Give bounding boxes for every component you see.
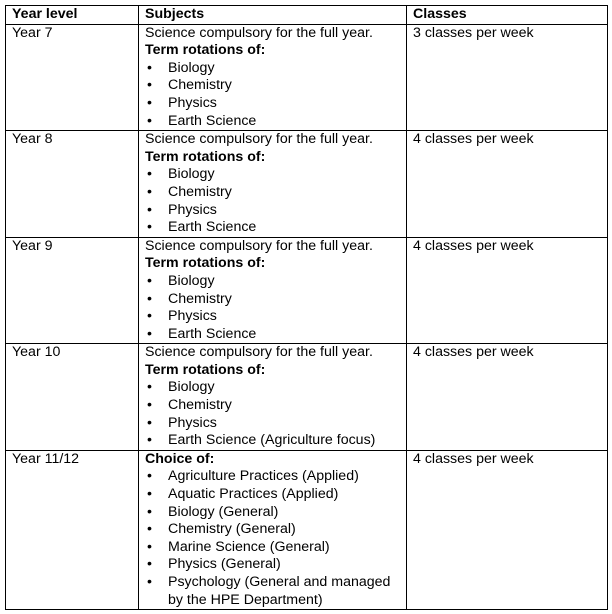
subject-name: Biology	[168, 272, 215, 289]
subject-list-item	[145, 202, 401, 220]
table-row	[6, 450, 608, 609]
subject-name: Chemistry	[168, 77, 232, 94]
classes-cell: 4 classes per week	[407, 450, 608, 609]
subject-list-item	[145, 113, 401, 131]
subjects-intro-text: Science compulsory for the full year.	[145, 24, 373, 41]
subject-list-item	[145, 521, 401, 539]
subjects-cell	[139, 131, 407, 238]
bullet-icon: •	[147, 77, 152, 94]
bullet-icon: •	[147, 468, 152, 485]
subject-list-item	[145, 273, 401, 291]
subjects-lead-text: Term rotations of:	[145, 361, 266, 378]
bullet-icon: •	[147, 379, 152, 396]
subjects-lead-text: Term rotations of:	[145, 255, 266, 272]
subjects-intro-text: Science compulsory for the full year.	[145, 237, 373, 254]
bullet-icon: •	[147, 538, 152, 555]
bullet-icon: •	[147, 290, 152, 307]
subject-name: Physics	[168, 94, 217, 111]
year-level-cell: Year 9	[6, 237, 139, 344]
subjects-lead-text: Term rotations of:	[145, 42, 266, 59]
subject-list-item	[145, 486, 401, 504]
bullet-icon: •	[147, 272, 152, 289]
bullet-icon: •	[147, 432, 152, 449]
subject-name: Earth Science	[168, 325, 257, 342]
bullet-icon: •	[147, 556, 152, 573]
subject-list	[145, 379, 401, 449]
bullet-icon: •	[147, 59, 152, 76]
bullet-icon: •	[147, 166, 152, 183]
subjects-cell	[139, 24, 407, 131]
bullet-icon: •	[147, 219, 152, 236]
classes-cell: 4 classes per week	[407, 344, 608, 451]
subject-list-item	[145, 184, 401, 202]
subjects-lead-text: Choice of:	[145, 450, 215, 467]
subject-list-item	[145, 397, 401, 415]
subject-name: Marine Science (General)	[168, 538, 330, 555]
subject-list	[145, 273, 401, 343]
classes-cell: 3 classes per week	[407, 24, 608, 131]
subject-list-item	[145, 60, 401, 78]
subject-list-item	[145, 539, 401, 557]
bullet-icon: •	[147, 201, 152, 218]
subject-list-item	[145, 219, 401, 237]
subject-name: Chemistry	[168, 397, 232, 414]
subjects-intro-text: Science compulsory for the full year.	[145, 344, 373, 361]
subject-list-item	[145, 574, 401, 609]
bullet-icon: •	[147, 503, 152, 520]
header-year-level: Year level	[6, 6, 139, 25]
table-row	[6, 131, 608, 238]
bullet-icon: •	[147, 574, 152, 590]
subject-list-item	[145, 468, 401, 486]
subject-name: Psychology (General and managed by the HPE Department)	[168, 574, 391, 608]
subject-name: Biology (General)	[168, 503, 279, 520]
bullet-icon: •	[147, 397, 152, 414]
subject-list-item	[145, 379, 401, 397]
subject-list	[145, 60, 401, 130]
subject-name: Chemistry	[168, 183, 232, 200]
year-level-cell: Year 8	[6, 131, 139, 238]
bullet-icon: •	[147, 183, 152, 200]
subject-name: Earth Science (Agriculture focus)	[168, 432, 376, 449]
year-level-cell: Year 11/12	[6, 450, 139, 609]
table-row	[6, 237, 608, 344]
subject-name: Earth Science	[168, 219, 257, 236]
subject-name: Physics	[168, 414, 217, 431]
subject-list-item	[145, 326, 401, 344]
subject-list-item	[145, 291, 401, 309]
subject-name: Physics	[168, 308, 217, 325]
year-level-cell: Year 7	[6, 24, 139, 131]
subject-list-item	[145, 166, 401, 184]
subjects-lead-text: Term rotations of:	[145, 148, 266, 165]
classes-cell: 4 classes per week	[407, 131, 608, 238]
year-level-cell: Year 10	[6, 344, 139, 451]
table-row	[6, 24, 608, 131]
bullet-icon: •	[147, 414, 152, 431]
subject-name: Physics	[168, 201, 217, 218]
subject-name: Physics (General)	[168, 556, 281, 573]
subject-list-item	[145, 77, 401, 95]
header-classes: Classes	[407, 6, 608, 25]
bullet-icon: •	[147, 325, 152, 342]
subject-name: Chemistry (General)	[168, 521, 296, 538]
subject-list-item	[145, 308, 401, 326]
bullet-icon: •	[147, 112, 152, 129]
bullet-icon: •	[147, 308, 152, 325]
subject-name: Agriculture Practices (Applied)	[168, 468, 359, 485]
bullet-icon: •	[147, 94, 152, 111]
table-row	[6, 344, 608, 451]
header-row	[6, 6, 608, 25]
subject-list-item	[145, 415, 401, 433]
subject-list-item	[145, 95, 401, 113]
header-subjects: Subjects	[139, 6, 407, 25]
subject-list-item	[145, 556, 401, 574]
subject-name: Chemistry	[168, 290, 232, 307]
subject-list-item	[145, 504, 401, 522]
subject-list-item	[145, 432, 401, 450]
bullet-icon: •	[147, 486, 152, 503]
subject-name: Earth Science	[168, 112, 257, 129]
subject-name: Biology	[168, 379, 215, 396]
classes-cell: 4 classes per week	[407, 237, 608, 344]
subject-name: Biology	[168, 166, 215, 183]
subjects-intro-text: Science compulsory for the full year.	[145, 131, 373, 148]
subject-list	[145, 166, 401, 236]
subjects-cell	[139, 344, 407, 451]
subjects-table	[5, 5, 608, 610]
subjects-cell	[139, 237, 407, 344]
subject-list	[145, 468, 401, 609]
subject-name: Aquatic Practices (Applied)	[168, 486, 339, 503]
subject-name: Biology	[168, 59, 215, 76]
table-body	[6, 24, 608, 610]
subjects-cell	[139, 450, 407, 609]
bullet-icon: •	[147, 521, 152, 538]
